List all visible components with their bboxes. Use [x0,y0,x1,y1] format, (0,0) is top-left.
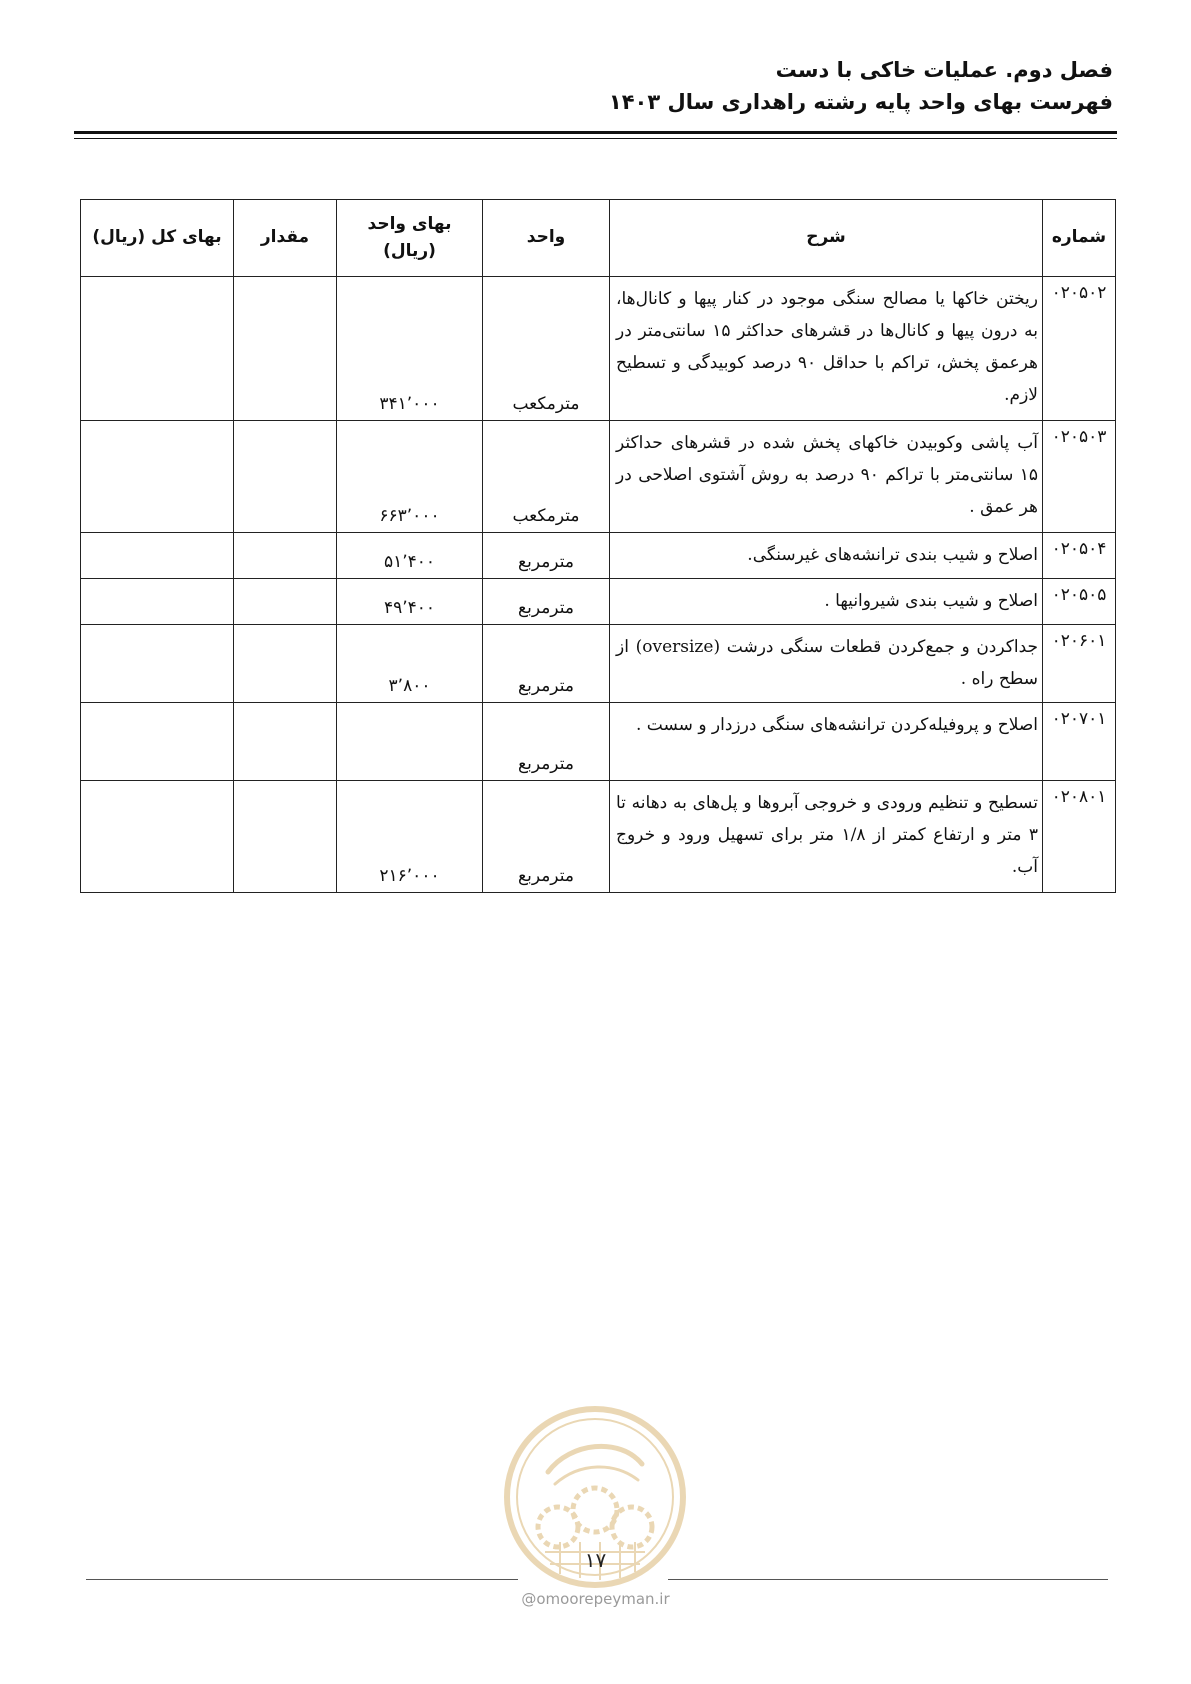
item-unit: مترمربع [483,703,610,781]
item-total [81,533,234,579]
item-unit-price [337,703,483,781]
item-total [81,625,234,703]
item-quantity [234,533,337,579]
item-code: ۰۲۰۸۰۱ [1043,781,1116,893]
item-unit: مترمربع [483,533,610,579]
item-unit: مترمکعب [483,277,610,421]
item-quantity [234,277,337,421]
item-unit: مترمربع [483,625,610,703]
col-header-unit-price-label: بهای واحد [367,213,452,234]
table-row [81,421,1116,533]
item-unit-price: ۲۱۶٬۰۰۰ [337,781,483,893]
header-rule-thick [74,131,1117,134]
col-header-unit: واحد [483,200,610,277]
item-quantity [234,625,337,703]
page-header [78,58,1113,114]
footer-rule-right [668,1579,1108,1580]
footer-rule-left [86,1579,518,1580]
item-description: جداکردن و جمع‌کردن قطعات سنگی درشت (oversize) از سطح راه . [610,625,1043,703]
website-handle: @omoorepeyman.ir [521,1590,670,1608]
item-unit: مترمکعب [483,421,610,533]
item-unit: مترمربع [483,579,610,625]
table-header-row [81,200,1116,277]
item-code: ۰۲۰۵۰۲ [1043,277,1116,421]
item-description: اصلاح و شیب بندی شیروانیها . [610,579,1043,625]
item-quantity [234,421,337,533]
table-row [81,703,1116,781]
item-total [81,277,234,421]
item-description: آب پاشی وکوبیدن خاکهای پخش شده در قشرهای حداکثر ۱۵ سانتی‌متر با تراکم ۹۰ درصد به روش آشتوی اصلاحی در هر عمق . [610,421,1043,533]
price-list-table [80,199,1116,893]
chapter-title: فصل دوم. عملیات خاکی با دست [775,58,1113,82]
item-description: اصلاح و شیب بندی ترانشه‌های غیرسنگی. [610,533,1043,579]
item-total [81,421,234,533]
item-code: ۰۲۰۵۰۳ [1043,421,1116,533]
page-number: ۱۷ [584,1548,607,1572]
item-total [81,579,234,625]
item-code: ۰۲۰۵۰۴ [1043,533,1116,579]
item-total [81,781,234,893]
item-description: ریختن خاکها یا مصالح سنگی موجود در کنار پیها و کانال‌ها، به درون پیها و کانال‌ها در قشرهای حداکثر ۱۵ سانتی‌متر در هرعمق پخش، تراکم با حداقل ۹۰ درصد کوبیدگی و تسطیح لازم. [610,277,1043,421]
col-header-unit-price-currency: (ریال) [383,241,436,261]
table-row [81,625,1116,703]
item-unit: مترمربع [483,781,610,893]
col-header-code: شماره [1043,200,1116,277]
item-description: اصلاح و پروفیله‌کردن ترانشه‌های سنگی درزدار و سست . [610,703,1043,781]
document-title: فهرست بهای واحد پایه رشته راهداری سال ۱۴۰۳ [608,90,1113,114]
col-header-description: شرح [610,200,1043,277]
table-row [81,781,1116,893]
col-header-total: بهای کل (ریال) [81,200,234,277]
item-total [81,703,234,781]
table-row [81,277,1116,421]
table-row [81,533,1116,579]
item-code: ۰۲۰۵۰۵ [1043,579,1116,625]
table-row [81,579,1116,625]
item-quantity [234,781,337,893]
item-quantity [234,703,337,781]
header-rule-thin [74,138,1117,139]
col-header-unit-price [337,200,483,277]
item-code: ۰۲۰۶۰۱ [1043,625,1116,703]
item-code: ۰۲۰۷۰۱ [1043,703,1116,781]
item-unit-price: ۳٬۸۰۰ [337,625,483,703]
item-quantity [234,579,337,625]
item-unit-price: ۵۱٬۴۰۰ [337,533,483,579]
col-header-quantity: مقدار [234,200,337,277]
item-description: تسطیح و تنظیم ورودی و خروجی آبروها و پل‌های به دهانه تا ۳ متر و ارتفاع کمتر از ۱/۸ متر برای تسهیل ورود و خروج آب. [610,781,1043,893]
item-unit-price: ۴۹٬۴۰۰ [337,579,483,625]
item-unit-price: ۳۴۱٬۰۰۰ [337,277,483,421]
item-unit-price: ۶۶۳٬۰۰۰ [337,421,483,533]
